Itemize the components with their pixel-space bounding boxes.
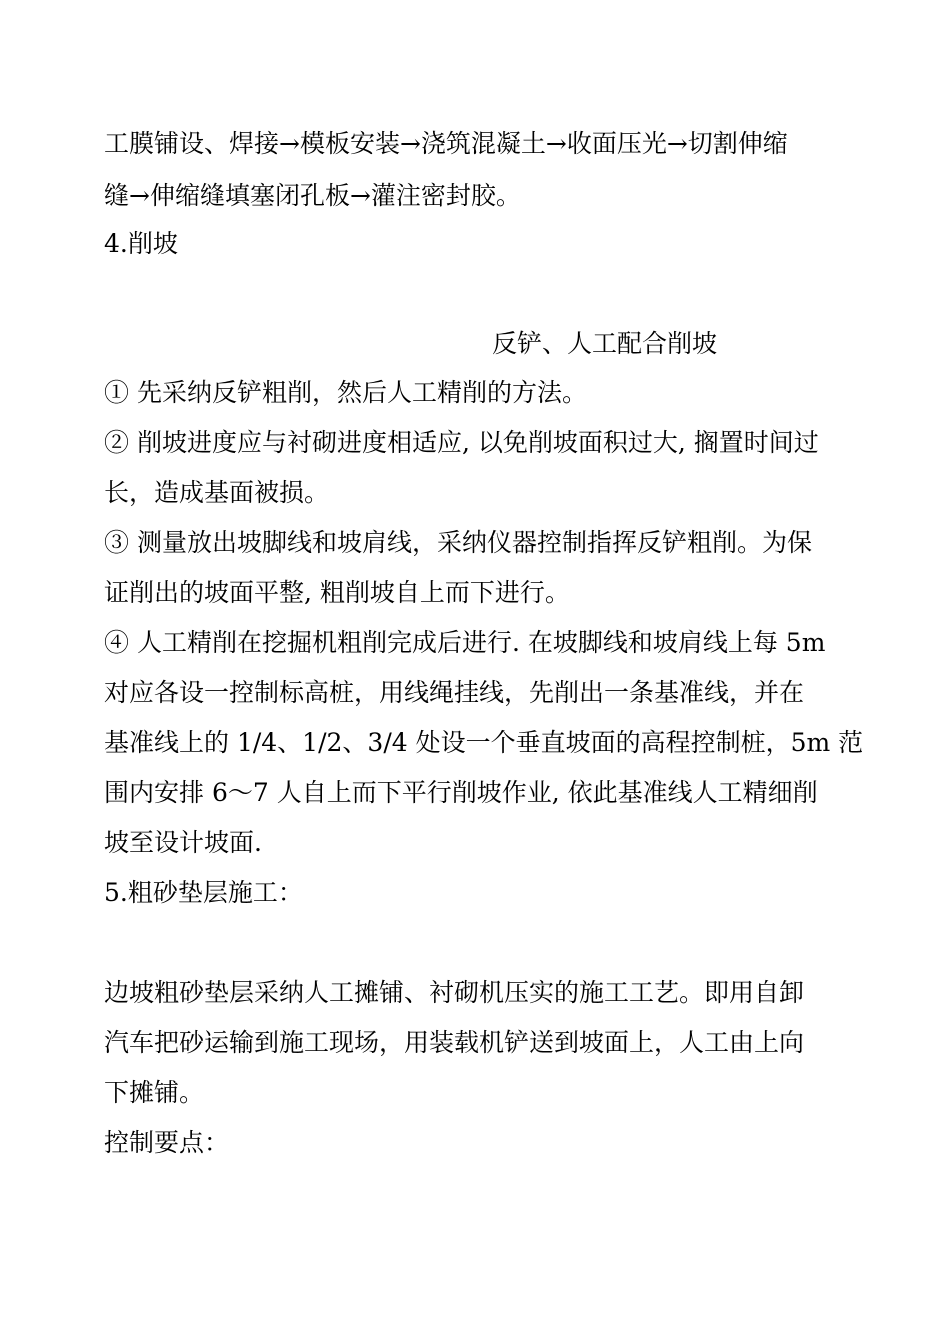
list-item: ③ 测量放出坡脚线和坡肩线，采纳仪器控制指挥反铲粗削。为保 (104, 528, 812, 557)
paragraph-line: 下摊铺。 (104, 1078, 205, 1107)
list-item-continuation: 基准线上的 1/4、1/2、3/4 处设一个垂直坡面的高程控制桩，5m 范 (104, 728, 864, 757)
list-item: ① 先采纳反铲粗削，然后人工精削的方法。 (104, 378, 587, 407)
section-heading: 4.削坡 (104, 229, 178, 258)
paragraph-line: 缝→伸缩缝填塞闭孔板→灌注密封胶。 (104, 181, 521, 210)
list-item-continuation: 围内安排 6～7 人自上而下平行削坡作业, 依此基准线人工精细削 (104, 778, 818, 807)
list-item-continuation: 对应各设一控制标高桩，用线绳挂线，先削出一条基准线，并在 (104, 678, 805, 707)
subheading: 反铲、人工配合削坡 (492, 329, 718, 358)
section-heading: 5.粗砂垫层施工： (104, 878, 303, 907)
paragraph-line: 边坡粗砂垫层采纳人工摊铺、衬砌机压实的施工工艺。即用自卸 (104, 978, 805, 1007)
list-item: ② 削坡进度应与衬砌进度相适应, 以免削坡面积过大, 搁置时间过 (104, 428, 819, 457)
list-item-continuation: 长，造成基面被损。 (104, 478, 330, 507)
list-item: ④ 人工精削在挖掘机粗削完成后进行. 在坡脚线和坡肩线上每 5m (104, 628, 826, 657)
list-item-continuation: 证削出的坡面平整, 粗削坡自上而下进行。 (104, 578, 570, 607)
paragraph-line: 控制要点： (104, 1128, 230, 1157)
list-item-continuation: 坡至设计坡面. (104, 828, 262, 857)
paragraph-line: 工膜铺设、焊接→模板安装→浇筑混凝土→收面压光→切割伸缩 (104, 129, 788, 158)
paragraph-line: 汽车把砂运输到施工现场，用装载机铲送到坡面上，人工由上向 (104, 1028, 805, 1057)
